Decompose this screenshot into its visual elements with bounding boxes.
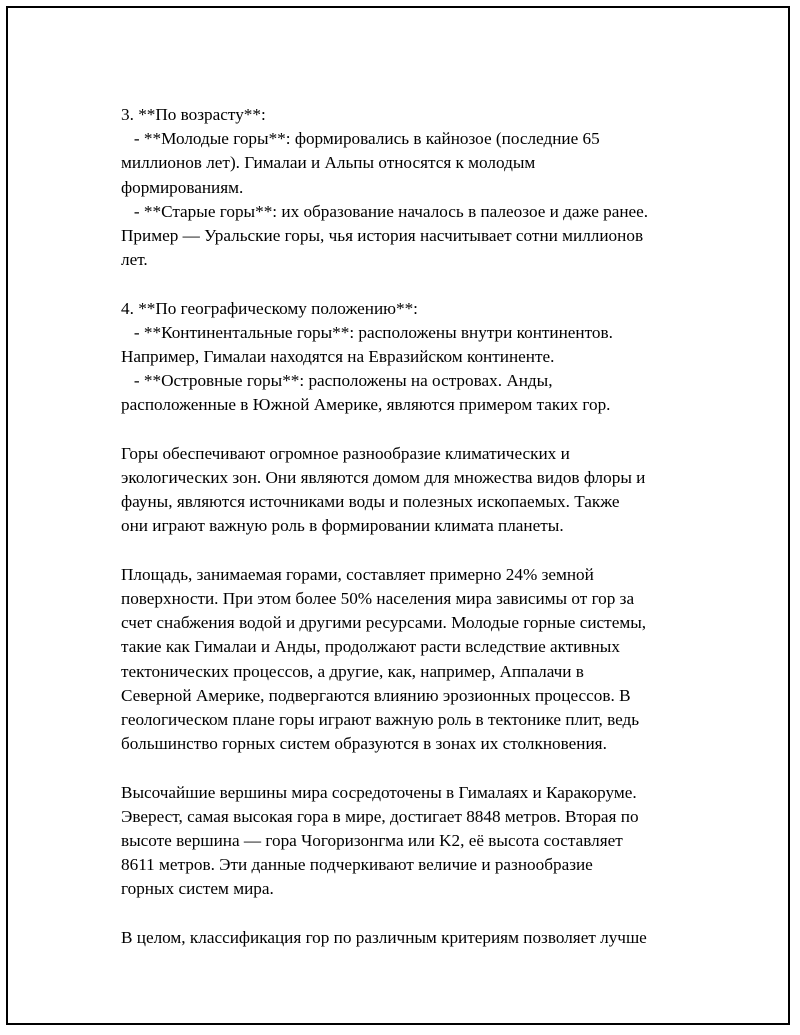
section-heading-location: 4. **По географическому положению**: xyxy=(121,298,418,318)
text-line: большинство горных систем образуются в зонах их столкновения. xyxy=(121,734,607,754)
paragraph-gap xyxy=(121,418,701,442)
text-line: Пример — Уральские горы, чья история насчитывает сотни миллионов xyxy=(121,226,644,246)
text-line: - **Континентальные горы**: расположены внутри континентов. xyxy=(121,322,613,342)
text-line: Например, Гималаи находятся на Евразийском континенте. xyxy=(121,347,555,367)
text-line: миллионов лет). Гималаи и Альпы относятся к молодым xyxy=(121,153,536,173)
text-line: геологическом плане горы играют важную роль в тектонике плит, ведь xyxy=(121,710,640,730)
text-line: Северной Америке, подвергаются влиянию эрозионных процессов. В xyxy=(121,685,631,705)
text-line: 8611 метров. Эти данные подчеркивают величие и разнообразие xyxy=(121,855,593,875)
text-line: - **Островные горы**: расположены на островах. Анды, xyxy=(121,371,553,391)
text-line: Площадь, занимаемая горами, составляет примерно 24% земной xyxy=(121,564,594,584)
text-line: Эверест, самая высокая гора в мире, достигает 8848 метров. Вторая по xyxy=(121,806,639,826)
text-line: горных систем мира. xyxy=(121,879,274,899)
document-body xyxy=(121,103,701,950)
paragraph-gap xyxy=(121,272,701,296)
section-heading-age: 3. **По возрасту**: xyxy=(121,105,266,124)
text-line: расположенные в Южной Америке, являются примером таких гор. xyxy=(121,395,611,415)
text-line: такие как Гималаи и Анды, продолжают расти вследствие активных xyxy=(121,637,620,657)
text-line: Горы обеспечивают огромное разнообразие климатических и xyxy=(121,443,570,463)
paragraph-gap xyxy=(121,539,701,563)
text-line: лет. xyxy=(121,250,148,270)
paragraph-gap xyxy=(121,902,701,926)
text-line: фауны, являются источниками воды и полезных ископаемых. Также xyxy=(121,492,620,512)
text-line: экологических зон. Они являются домом для множества видов флоры и xyxy=(121,468,646,488)
text-line: они играют важную роль в формировании климата планеты. xyxy=(121,516,564,536)
text-line: тектонических процессов, а другие, как, например, Аппалачи в xyxy=(121,661,584,681)
page-frame xyxy=(6,6,790,1025)
text-line: - **Старые горы**: их образование началось в палеозое и даже ранее. xyxy=(121,201,649,221)
text-line: счет снабжения водой и другими ресурсами. Молодые горные системы, xyxy=(121,613,647,633)
text-line: высоте вершина — гора Чогоризонгма или K2, её высота составляет xyxy=(121,831,623,851)
text-line: - **Молодые горы**: формировались в кайнозое (последние 65 xyxy=(121,129,600,149)
text-line: Высочайшие вершины мира сосредоточены в Гималаях и Каракоруме. xyxy=(121,782,637,802)
text-line: формированиям. xyxy=(121,177,244,197)
paragraph-gap xyxy=(121,756,701,780)
text-line: В целом, классификация гор по различным критериям позволяет лучше xyxy=(121,927,647,947)
text-line: поверхности. При этом более 50% населения мира зависимы от гор за xyxy=(121,589,635,609)
